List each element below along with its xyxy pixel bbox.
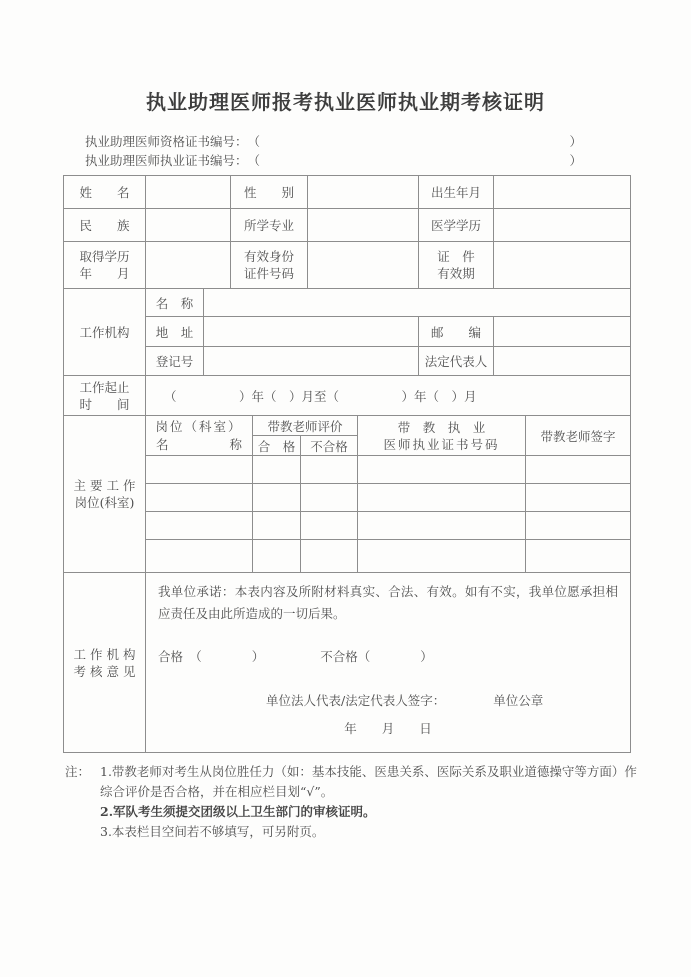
teacher-sign-cell: [526, 484, 631, 512]
id-number-value-cell: [308, 242, 419, 289]
position-name-cell: [146, 512, 253, 540]
org-postcode-label-cell: 邮 编: [419, 317, 494, 347]
close-paren: ）: [569, 153, 582, 168]
fail-cell: [301, 484, 358, 512]
teacher-sign-cell: [526, 456, 631, 484]
work-org-label-cell: 工作机构: [64, 289, 146, 376]
ethnicity-label-cell: 民 族: [64, 209, 146, 242]
gender-label-cell: 性 别: [231, 176, 308, 209]
practice-cert-label: 执业助理医师执业证书编号：: [85, 153, 248, 168]
teacher-cert-cell: [358, 512, 526, 540]
pass-cell: [253, 512, 301, 540]
org-opinion-label-cell: 工 作 机 构 考 核 意 见: [64, 573, 146, 753]
fail-cell: [301, 512, 358, 540]
notes-label: 注：: [65, 764, 91, 779]
teacher-cert-cell: [358, 484, 526, 512]
position-name-cell: [146, 540, 253, 573]
org-postcode-value-cell: [494, 317, 631, 347]
birth-label-cell: 出生年月: [419, 176, 494, 209]
date-line: 年 月 日: [344, 721, 432, 736]
position-name-cell: [146, 484, 253, 512]
position-name-header-cell: 岗位（科室） 名 称: [146, 416, 253, 456]
major-label-cell: 所学专业: [231, 209, 308, 242]
degree-date-value-cell: [146, 242, 231, 289]
notes-items: [100, 762, 637, 842]
org-legal-rep-label-cell: 法定代表人: [419, 347, 494, 376]
close-paren: ）: [569, 134, 582, 149]
org-legal-rep-value-cell: [494, 347, 631, 376]
note-item-2: 2.军队考生须提交团级以上卫生部门的审核证明。: [100, 804, 376, 819]
teacher-sign-header-cell: 带教老师签字: [526, 416, 631, 456]
pass-cell: [253, 456, 301, 484]
position-row: [64, 512, 631, 540]
position-row: [64, 540, 631, 573]
degree-date-label-cell: 取得学历 年 月: [64, 242, 146, 289]
teacher-cert-cell: [358, 540, 526, 573]
position-name-cell: [146, 456, 253, 484]
teacher-cert-header-cell: 带 教 执 业 医师执业证书号码: [358, 416, 526, 456]
org-regno-label-cell: 登记号: [146, 347, 204, 376]
positions-label-cell: 主 要 工 作 岗位(科室): [64, 416, 146, 573]
id-validity-value-cell: [494, 242, 631, 289]
pass-option: 合格 （ ）: [158, 649, 265, 664]
ethnicity-value-cell: [146, 209, 231, 242]
certificate-numbers: [85, 132, 582, 170]
pass-cell: [253, 540, 301, 573]
teacher-sign-cell: [526, 512, 631, 540]
fail-cell: [301, 540, 358, 573]
teacher-eval-header-cell: 带教老师评价: [253, 416, 358, 436]
page-title: 执业助理医师报考执业医师执业期考核证明: [146, 90, 545, 114]
id-validity-label-cell: 证 件 有效期: [419, 242, 494, 289]
org-name-label-cell: 名 称: [146, 289, 204, 317]
open-paren: （: [247, 134, 261, 149]
education-value-cell: [494, 209, 631, 242]
id-number-label-cell: 有效身份 证件号码: [231, 242, 308, 289]
fail-cell: [301, 456, 358, 484]
qualification-cert-line: [85, 132, 582, 151]
org-opinion-content-cell: [146, 573, 631, 753]
org-seal-label: 单位公章: [493, 693, 544, 708]
org-address-label-cell: 地 址: [146, 317, 204, 347]
note-item-3: 3.本表栏目空间若不够填写，可另附页。: [100, 824, 325, 839]
footnotes: [65, 762, 691, 842]
org-name-value-cell: [204, 289, 631, 317]
position-row: [64, 456, 631, 484]
name-label-cell: 姓 名: [64, 176, 146, 209]
gender-value-cell: [308, 176, 419, 209]
name-value-cell: [146, 176, 231, 209]
education-label-cell: 医学学历: [419, 209, 494, 242]
fail-header-cell: 不合格: [301, 436, 358, 456]
birth-value-cell: [494, 176, 631, 209]
fail-option: 不合格（ ）: [320, 649, 433, 664]
org-address-value-cell: [204, 317, 419, 347]
teacher-cert-cell: [358, 456, 526, 484]
open-paren: （: [247, 153, 261, 168]
pass-cell: [253, 484, 301, 512]
pass-fail-line: [158, 647, 630, 665]
note-item-1: 1.带教老师对考生从岗位胜任力（如：基本技能、医患关系、医际关系及职业道德操守等方面）作综合评价是否合格，并在相应栏目划“√”。: [100, 764, 637, 799]
qualification-cert-label: 执业助理医师资格证书编号：: [85, 134, 248, 149]
legal-rep-signature-label: 单位法人代表/法定代表人签字：: [266, 693, 446, 708]
signature-line: [266, 691, 630, 709]
work-period-value-cell: （ ）年（ ）月至（ ）年（ ）月: [146, 376, 631, 416]
work-period-label-cell: 工作起止 时 间: [64, 376, 146, 416]
org-promise-text: 我单位承诺：本表内容及所附材料真实、合法、有效。如有不实，我单位愿承担相应责任及由此所造成的一切后果。: [158, 584, 619, 621]
position-row: [64, 484, 631, 512]
major-value-cell: [308, 209, 419, 242]
org-regno-value-cell: [204, 347, 419, 376]
form-table: [63, 175, 631, 753]
practice-cert-line: [85, 151, 582, 170]
teacher-sign-cell: [526, 540, 631, 573]
pass-header-cell: 合 格: [253, 436, 301, 456]
